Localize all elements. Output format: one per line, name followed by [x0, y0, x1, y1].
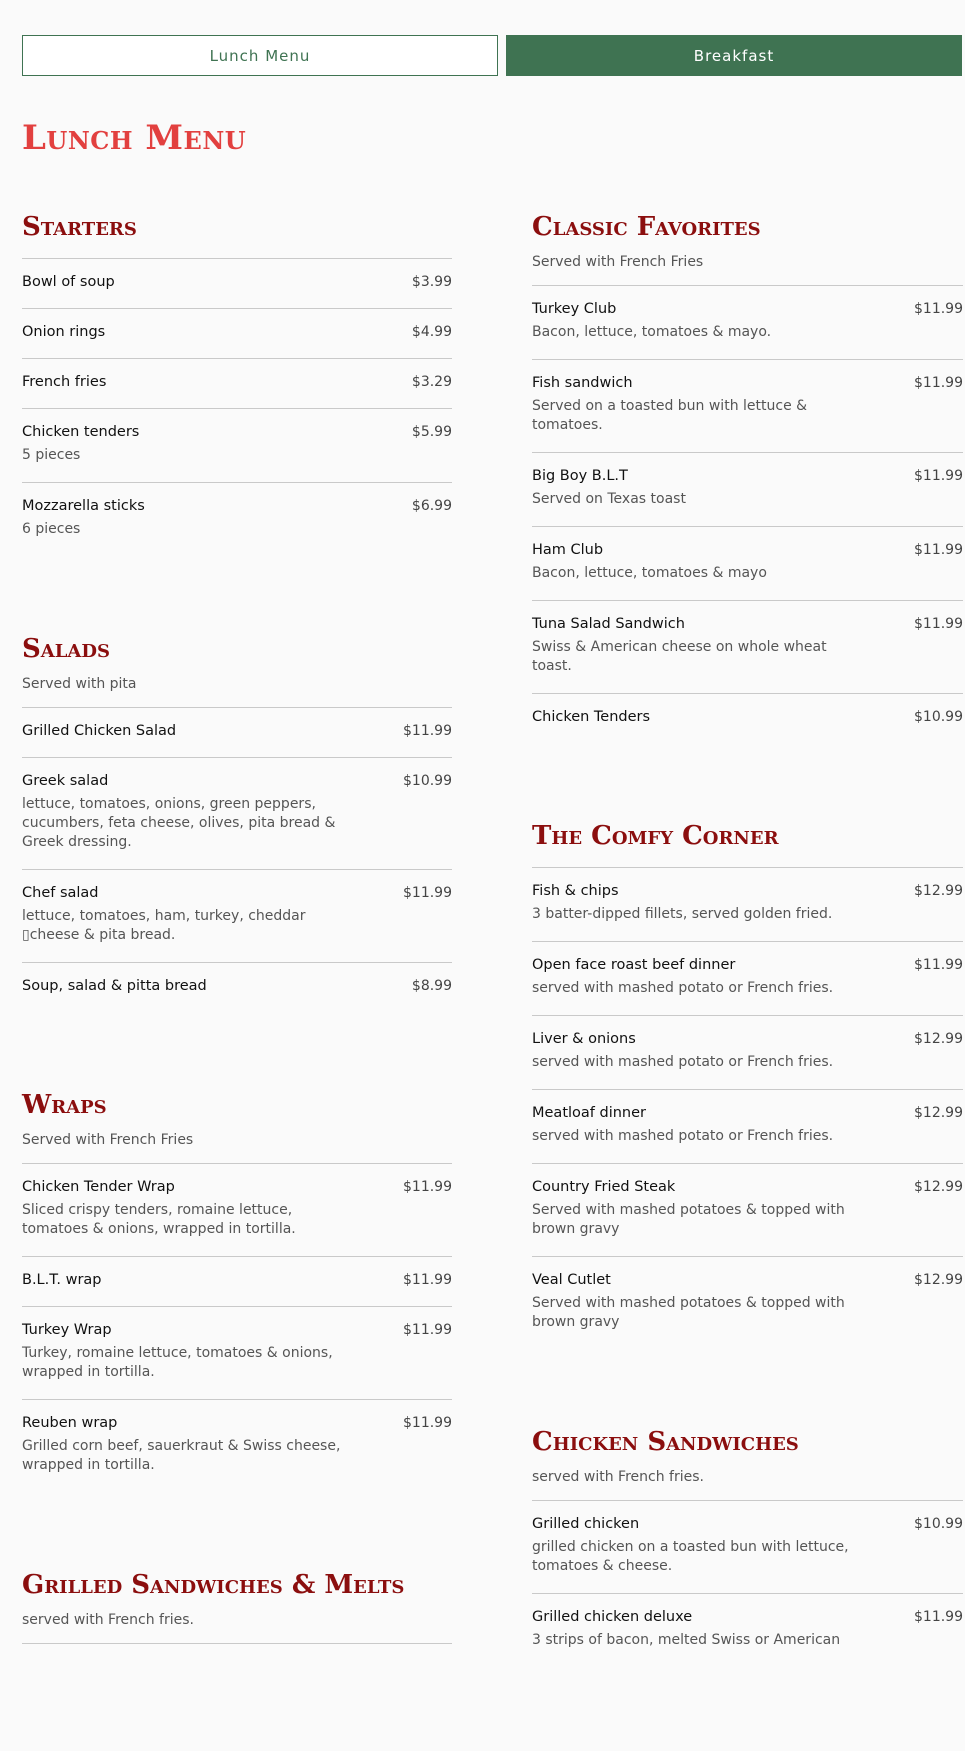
menu-item-header [22, 1414, 452, 1432]
menu-item-description: grilled chicken on a toasted bun with lettuce, tomatoes & cheese. [532, 1539, 849, 1574]
menu-item-header [22, 1321, 452, 1339]
menu-item-name: Grilled chicken deluxe [532, 1609, 693, 1625]
menu-item-name: Fish sandwich [532, 375, 633, 391]
menu-item-description: lettuce, tomatoes, onions, green peppers, cucumbers, feta cheese, olives, pita bread & Greek dressing. [22, 796, 336, 850]
menu-item-header [532, 1515, 963, 1533]
menu-item-price: $11.99 [914, 301, 963, 317]
menu-item-name: Chicken tenders [22, 424, 140, 440]
section-note: Served with French Fries [532, 254, 704, 270]
menu-item-name: Grilled chicken [532, 1516, 640, 1532]
menu-item [22, 1399, 452, 1492]
menu-item [532, 452, 963, 526]
menu-item-price: $11.99 [403, 885, 452, 901]
menu-item-name: Greek salad [22, 773, 109, 789]
menu-item-price: $10.99 [914, 709, 963, 725]
menu-item-description: 3 strips of bacon, melted Swiss or American [532, 1632, 841, 1648]
section-wraps [22, 1088, 452, 1492]
tab-breakfast[interactable]: Breakfast [506, 35, 962, 76]
menu-item-price: $11.99 [403, 1322, 452, 1338]
menu-item-header [532, 1271, 963, 1289]
menu-item-header [22, 977, 452, 995]
menu-item-name: Chicken Tenders [532, 709, 651, 725]
menu-item-name: Country Fried Steak [532, 1179, 676, 1195]
menu-item-description: lettuce, tomatoes, ham, turkey, cheddar ▯cheese & pita bread. [22, 908, 306, 943]
menu-item-list [22, 258, 452, 556]
menu-item [532, 941, 963, 1015]
menu-item [22, 1256, 452, 1306]
menu-item [22, 358, 452, 408]
section-grilled-sandwiches-melts [22, 1568, 452, 1675]
menu-item [22, 962, 452, 1012]
menu-item-price: $10.99 [914, 1516, 963, 1532]
menu-item-price: $11.99 [914, 957, 963, 973]
right-column [532, 210, 963, 1743]
section-chicken-sandwiches [532, 1425, 963, 1667]
menu-item-price: $5.99 [411, 424, 452, 440]
menu-item [532, 1256, 963, 1349]
menu-item-list [532, 285, 963, 743]
menu-item-description: Swiss & American cheese on whole wheat toast. [532, 639, 827, 674]
section-classic-favorites [532, 210, 963, 743]
menu-item-header [22, 772, 452, 790]
menu-item-name: Fish & chips [532, 883, 619, 899]
menu-item-header [22, 1271, 452, 1289]
menu-item-name: Chef salad [22, 885, 99, 901]
menu-item-header [532, 615, 963, 633]
menu-item [22, 258, 452, 308]
menu-item-price: $6.99 [411, 498, 452, 514]
menu-item-name: Bowl of soup [22, 274, 115, 290]
section-the-comfy-corner [532, 819, 963, 1349]
menu-item-name: Onion rings [22, 324, 106, 340]
menu-item-price: $11.99 [914, 616, 963, 632]
page-title: Lunch Menu [22, 118, 247, 158]
section-title: Salads [22, 634, 110, 664]
section-salads [22, 632, 452, 1012]
menu-item-name: Veal Cutlet [532, 1272, 611, 1288]
menu-item-price: $11.99 [403, 723, 452, 739]
menu-item-price: $4.99 [411, 324, 452, 340]
menu-item-description: served with mashed potato or French fries. [532, 1128, 834, 1144]
section-title: Classic Favorites [532, 212, 761, 242]
menu-item [22, 757, 452, 869]
section-title: Grilled Sandwiches & Melts [22, 1570, 405, 1600]
menu-item-name: Big Boy B.L.T [532, 468, 628, 484]
menu-item [22, 1163, 452, 1256]
menu-item-price: $8.99 [411, 978, 452, 994]
menu-item-name: B.L.T. wrap [22, 1272, 102, 1288]
menu-item-description: Served on Texas toast [532, 491, 686, 507]
menu-item [22, 1306, 452, 1399]
menu-item-price: $11.99 [914, 1609, 963, 1625]
menu-item-price: $12.99 [914, 1272, 963, 1288]
menu-item [22, 308, 452, 358]
section-title: Chicken Sandwiches [532, 1427, 799, 1457]
menu-item-list [22, 1163, 452, 1492]
menu-item-price: $11.99 [403, 1415, 452, 1431]
menu-item [22, 707, 452, 757]
menu-item-price: $3.99 [411, 274, 452, 290]
section-note: Served with French Fries [22, 1132, 194, 1148]
menu-item-list [532, 867, 963, 1349]
menu-item [22, 482, 452, 556]
menu-item-name: Mozzarella sticks [22, 498, 145, 514]
section-title: The Comfy Corner [532, 821, 779, 851]
menu-item-name: Chicken Tender Wrap [22, 1179, 175, 1195]
menu-item [532, 526, 963, 600]
menu-item-header [532, 1178, 963, 1196]
menu-item [532, 1500, 963, 1593]
menu-item [532, 693, 963, 743]
menu-item-list [22, 707, 452, 1012]
section-note: served with French fries. [532, 1469, 704, 1485]
menu-item-price: $11.99 [914, 375, 963, 391]
menu-item-description: Bacon, lettuce, tomatoes & mayo [532, 565, 767, 581]
menu-item-header [22, 1178, 452, 1196]
menu-item-price: $12.99 [914, 1031, 963, 1047]
menu-item [532, 1089, 963, 1163]
menu-item-name: Ham Club [532, 542, 604, 558]
menu-item-header [532, 300, 963, 318]
menu-item-price: $11.99 [914, 542, 963, 558]
menu-item-header [532, 1608, 963, 1626]
menu-item-description: served with mashed potato or French fries. [532, 1054, 834, 1070]
tab-lunch-menu[interactable]: Lunch Menu [22, 35, 498, 76]
menu-item-price: $12.99 [914, 1179, 963, 1195]
menu-item-description: Turkey, romaine lettuce, tomatoes & onions, wrapped in tortilla. [22, 1345, 333, 1380]
menu-item-header [22, 884, 452, 902]
menu-item-name: Turkey Club [532, 301, 617, 317]
menu-item-description: Served with mashed potatoes & topped with brown gravy [532, 1295, 845, 1330]
menu-item-name: Reuben wrap [22, 1415, 118, 1431]
menu-item-price: $3.29 [411, 374, 452, 390]
menu-item-header [532, 541, 963, 559]
menu-item-price: $10.99 [403, 773, 452, 789]
menu-item-header [532, 956, 963, 974]
menu-item-list [532, 1500, 963, 1667]
menu-item-name: Meatloaf dinner [532, 1105, 646, 1121]
menu-item-list [22, 1643, 452, 1675]
menu-tabs [22, 35, 962, 76]
menu-item [532, 600, 963, 693]
menu-item-header [22, 497, 452, 515]
menu-item-header [532, 882, 963, 900]
left-column [22, 210, 452, 1751]
menu-item-price: $12.99 [914, 1105, 963, 1121]
menu-item-header [22, 273, 452, 291]
menu-item-name: French fries [22, 374, 107, 390]
menu-item-header [532, 708, 963, 726]
section-starters [22, 210, 452, 556]
menu-item [532, 1593, 963, 1667]
menu-item-description: Grilled corn beef, sauerkraut & Swiss cheese, wrapped in tortilla. [22, 1438, 341, 1473]
menu-item [22, 869, 452, 962]
menu-item-price: $11.99 [403, 1179, 452, 1195]
menu-item-header [532, 1104, 963, 1122]
menu-item-name: Liver & onions [532, 1031, 636, 1047]
menu-item-description: Served on a toasted bun with lettuce & tomatoes. [532, 398, 808, 433]
menu-item-name: Turkey Wrap [22, 1322, 112, 1338]
menu-item-header [22, 722, 452, 740]
section-note: served with French fries. [22, 1612, 194, 1628]
menu-item-name: Soup, salad & pitta bread [22, 978, 207, 994]
section-title: Starters [22, 212, 137, 242]
menu-item-price: $11.99 [914, 468, 963, 484]
menu-item-price: $11.99 [403, 1272, 452, 1288]
menu-item [532, 1163, 963, 1256]
section-note: Served with pita [22, 676, 137, 692]
menu-item-name: Open face roast beef dinner [532, 957, 736, 973]
menu-item-header [22, 323, 452, 341]
menu-item-name: Tuna Salad Sandwich [532, 616, 685, 632]
menu-item [532, 867, 963, 941]
menu-item-description: 6 pieces [22, 521, 81, 537]
menu-item-description: Served with mashed potatoes & topped with brown gravy [532, 1202, 845, 1237]
menu-item-header [532, 1030, 963, 1048]
menu-item [532, 1015, 963, 1089]
menu-item-header [22, 423, 452, 441]
menu-item-description: 3 batter-dipped fillets, served golden fried. [532, 906, 833, 922]
menu-item [22, 1643, 452, 1675]
menu-item-description: 5 pieces [22, 447, 81, 463]
menu-item [532, 359, 963, 452]
menu-item-description: Bacon, lettuce, tomatoes & mayo. [532, 324, 772, 340]
menu-item-header [22, 373, 452, 391]
menu-item-description: served with mashed potato or French fries. [532, 980, 834, 996]
menu-item-header [532, 374, 963, 392]
menu-item-header [532, 467, 963, 485]
menu-item-name: Grilled Chicken Salad [22, 723, 177, 739]
section-title: Wraps [22, 1090, 107, 1120]
menu-item-price: $12.99 [914, 883, 963, 899]
menu-item [532, 285, 963, 359]
menu-item [22, 408, 452, 482]
menu-item-description: Sliced crispy tenders, romaine lettuce, tomatoes & onions, wrapped in tortilla. [22, 1202, 296, 1237]
